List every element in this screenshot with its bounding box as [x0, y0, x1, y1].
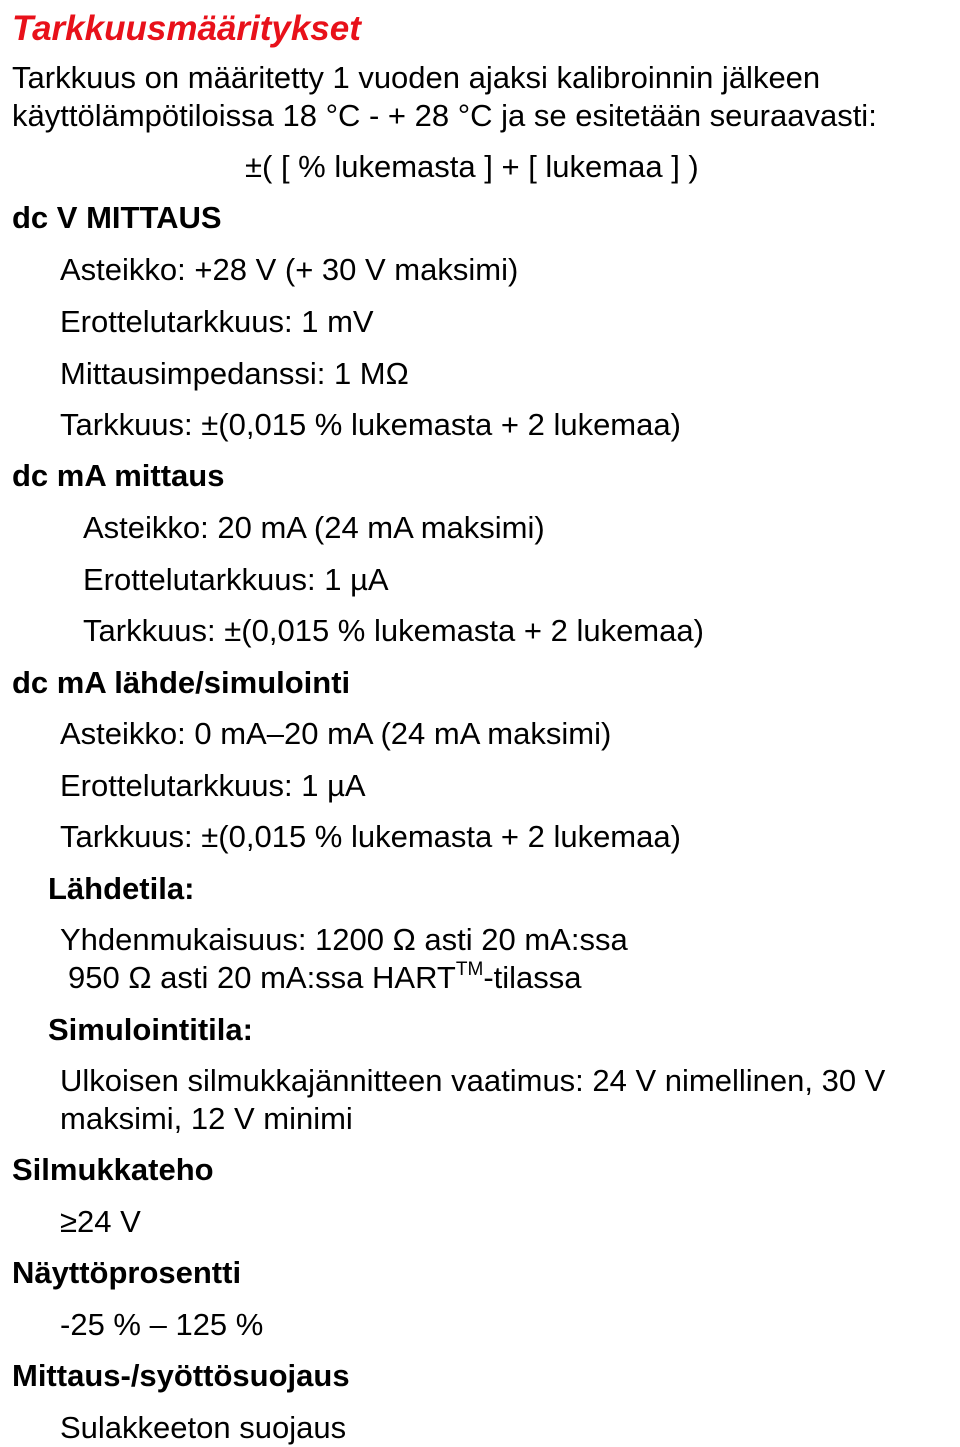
intro-line-1: Tarkkuus on määritetty 1 vuoden ajaksi kalibroinnin jälkeen [12, 60, 821, 95]
source-resolution: Erottelutarkkuus: 1 µA [60, 768, 366, 803]
external-voltage-line-1: Ulkoisen silmukkajännitteen vaatimus: 24 V nimellinen, 30 V [60, 1063, 886, 1098]
source-mode-heading: Lähdetila: [48, 871, 195, 906]
page-title: Tarkkuusmääritykset [12, 9, 361, 48]
loop-power-value: ≥24 V [60, 1204, 141, 1239]
trademark-mark: TM [455, 959, 484, 980]
protection-heading: Mittaus-/syöttösuojaus [12, 1358, 350, 1393]
dcma-range: Asteikko: 20 mA (24 mA maksimi) [83, 510, 545, 545]
dcma-accuracy: Tarkkuus: ±(0,015 % lukemasta + 2 lukemaa) [83, 613, 704, 648]
compliance-line-2 [68, 960, 582, 996]
dcma-heading: dc mA mittaus [12, 458, 225, 493]
dcv-accuracy: Tarkkuus: ±(0,015 % lukemasta + 2 lukemaa) [60, 407, 681, 442]
dcv-heading: dc V MITTAUS [12, 200, 222, 235]
display-percent-value: -25 % – 125 % [60, 1307, 264, 1342]
dcv-resolution: Erottelutarkkuus: 1 mV [60, 304, 374, 339]
protection-value: Sulakkeeton suojaus [60, 1410, 347, 1445]
compliance-line-2-text: 950 Ω asti 20 mA:ssa HART [68, 960, 456, 995]
source-heading: dc mA lähde/simulointi [12, 665, 351, 700]
dcma-resolution: Erottelutarkkuus: 1 µA [83, 562, 389, 597]
compliance-line-2-suffix: -tilassa [483, 960, 582, 995]
dcv-impedance: Mittausimpedanssi: 1 MΩ [60, 356, 409, 391]
external-voltage-line-2: maksimi, 12 V minimi [60, 1101, 353, 1136]
dcv-range: Asteikko: +28 V (+ 30 V maksimi) [60, 252, 519, 287]
compliance-line-1: Yhdenmukaisuus: 1200 Ω asti 20 mA:ssa [60, 922, 628, 957]
intro-line-2: käyttölämpötiloissa 18 °C - + 28 °C ja se esitetään seuraavasti: [12, 98, 877, 133]
sim-mode-heading: Simulointitila: [48, 1012, 253, 1047]
loop-power-heading: Silmukkateho [12, 1152, 214, 1187]
display-percent-heading: Näyttöprosentti [12, 1255, 242, 1290]
accuracy-formula: ±( [ % lukemasta ] + [ lukemaa ] ) [245, 149, 699, 184]
source-range: Asteikko: 0 mA–20 mA (24 mA maksimi) [60, 716, 612, 751]
source-accuracy: Tarkkuus: ±(0,015 % lukemasta + 2 lukemaa) [60, 819, 681, 854]
